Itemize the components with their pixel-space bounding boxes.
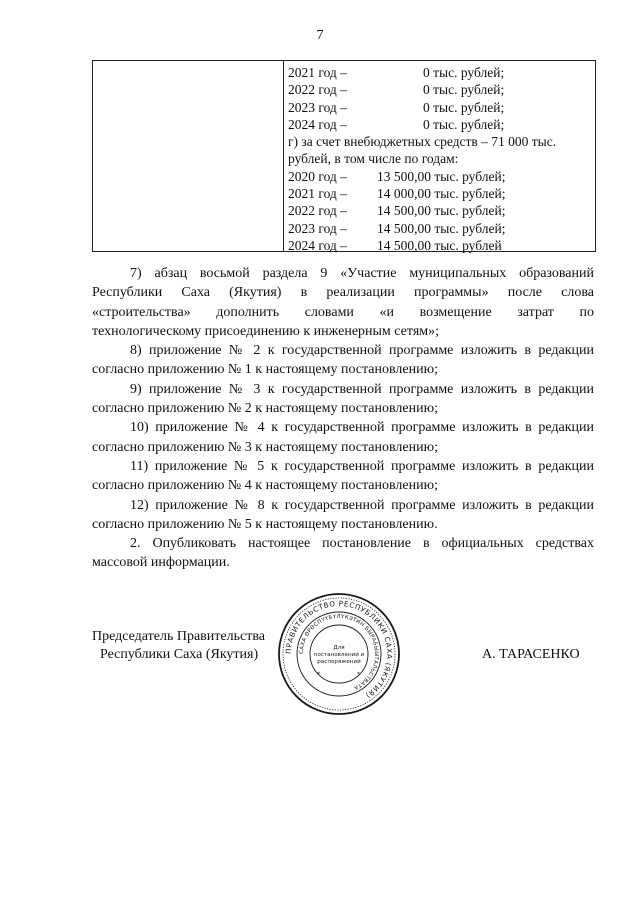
signatory-title-line1: Председатель Правительства [92, 629, 265, 644]
table-left-cell [93, 61, 284, 251]
paragraph-9: 9) приложение № 3 к государственной программе изложить в редакции согласно приложению № 2 к настоящему постановлению; [92, 381, 594, 417]
stamp-center-line3: распоряжений [317, 659, 361, 665]
table-row: 2024 год – 14 500,00 тыс. рублей [288, 237, 502, 253]
stamp-inner-text: САХА ӨРӨСПҮҮБҮЛҮКЭТИН БЫРАБЫЫТАЛЬСТВАТА [298, 613, 380, 691]
table-right-cell [288, 64, 593, 254]
table-row: 2021 год – 14 000,00 тыс. рублей; [288, 186, 506, 202]
document-body [92, 264, 594, 573]
table-row: 2023 год – 14 500,00 тыс. рублей; [288, 220, 506, 236]
paragraph-11: 11) приложение № 5 к государственной программе изложить в редакции согласно приложению № 4 к настоящему постановлению; [92, 458, 594, 494]
stamp-center-line1: Для [333, 645, 345, 651]
paragraph-10: 10) приложение № 4 к государственной программе изложить в редакции согласно приложению № 3 к настоящему постановлению; [92, 420, 594, 455]
signatory-name: А. ТАРАСЕНКО [482, 647, 580, 662]
table-row: 2020 год – 13 500,00 тыс. рублей; [288, 168, 506, 184]
stamp-outer-text: ПРАВИТЕЛЬСТВО РЕСПУБЛИКИ САХА (ЯКУТИЯ) [283, 598, 395, 701]
signatory-title-line2: Республики Саха (Якутия) [100, 647, 259, 662]
table-row: 2023 год – 0 тыс. рублей; [288, 99, 505, 115]
official-stamp [277, 592, 401, 716]
signatory-title [92, 628, 265, 664]
paragraph-8: 8) приложение № 2 к государственной программе изложить в редакции согласно приложению № 1 к настоящему постановлению; [92, 343, 594, 378]
stamp-star-icon: * [357, 671, 360, 678]
table-row: 2021 год – 0 тыс. рублей; [288, 65, 505, 80]
table-row: 2024 год – 0 тыс. рублей; [288, 116, 505, 132]
funding-table [92, 60, 596, 252]
table-row: 2022 год – 0 тыс. рублей; [288, 82, 505, 98]
stamp-center-line2: постановлений и [313, 652, 365, 658]
page-number: 7 [316, 28, 324, 43]
stamp-star-icon: * [317, 671, 320, 678]
paragraph-12: 12) приложение № 8 к государственной программе изложить в редакции согласно приложению № 5 к настоящему постановлению. [92, 497, 594, 532]
paragraph-publish: 2. Опубликовать настоящее постановление в официальных средствах массовой информации. [92, 536, 594, 571]
offbudget-heading-line2: рублей, в том числе по годам: [288, 151, 459, 167]
paragraph-7: 7) абзац восьмой раздела 9 «Участие муниципальных образований Республики Саха (Якутия) в реализации программы» после слова «строительства» дополнить словами «и возмещение затрат по технологическому присоединению к инженерным сетям»; [92, 266, 594, 339]
table-row: 2022 год – 14 500,00 тыс. рублей; [288, 203, 506, 219]
offbudget-heading-line1: г) за счет внебюджетных средств – 71 000 тыс. [288, 134, 557, 150]
